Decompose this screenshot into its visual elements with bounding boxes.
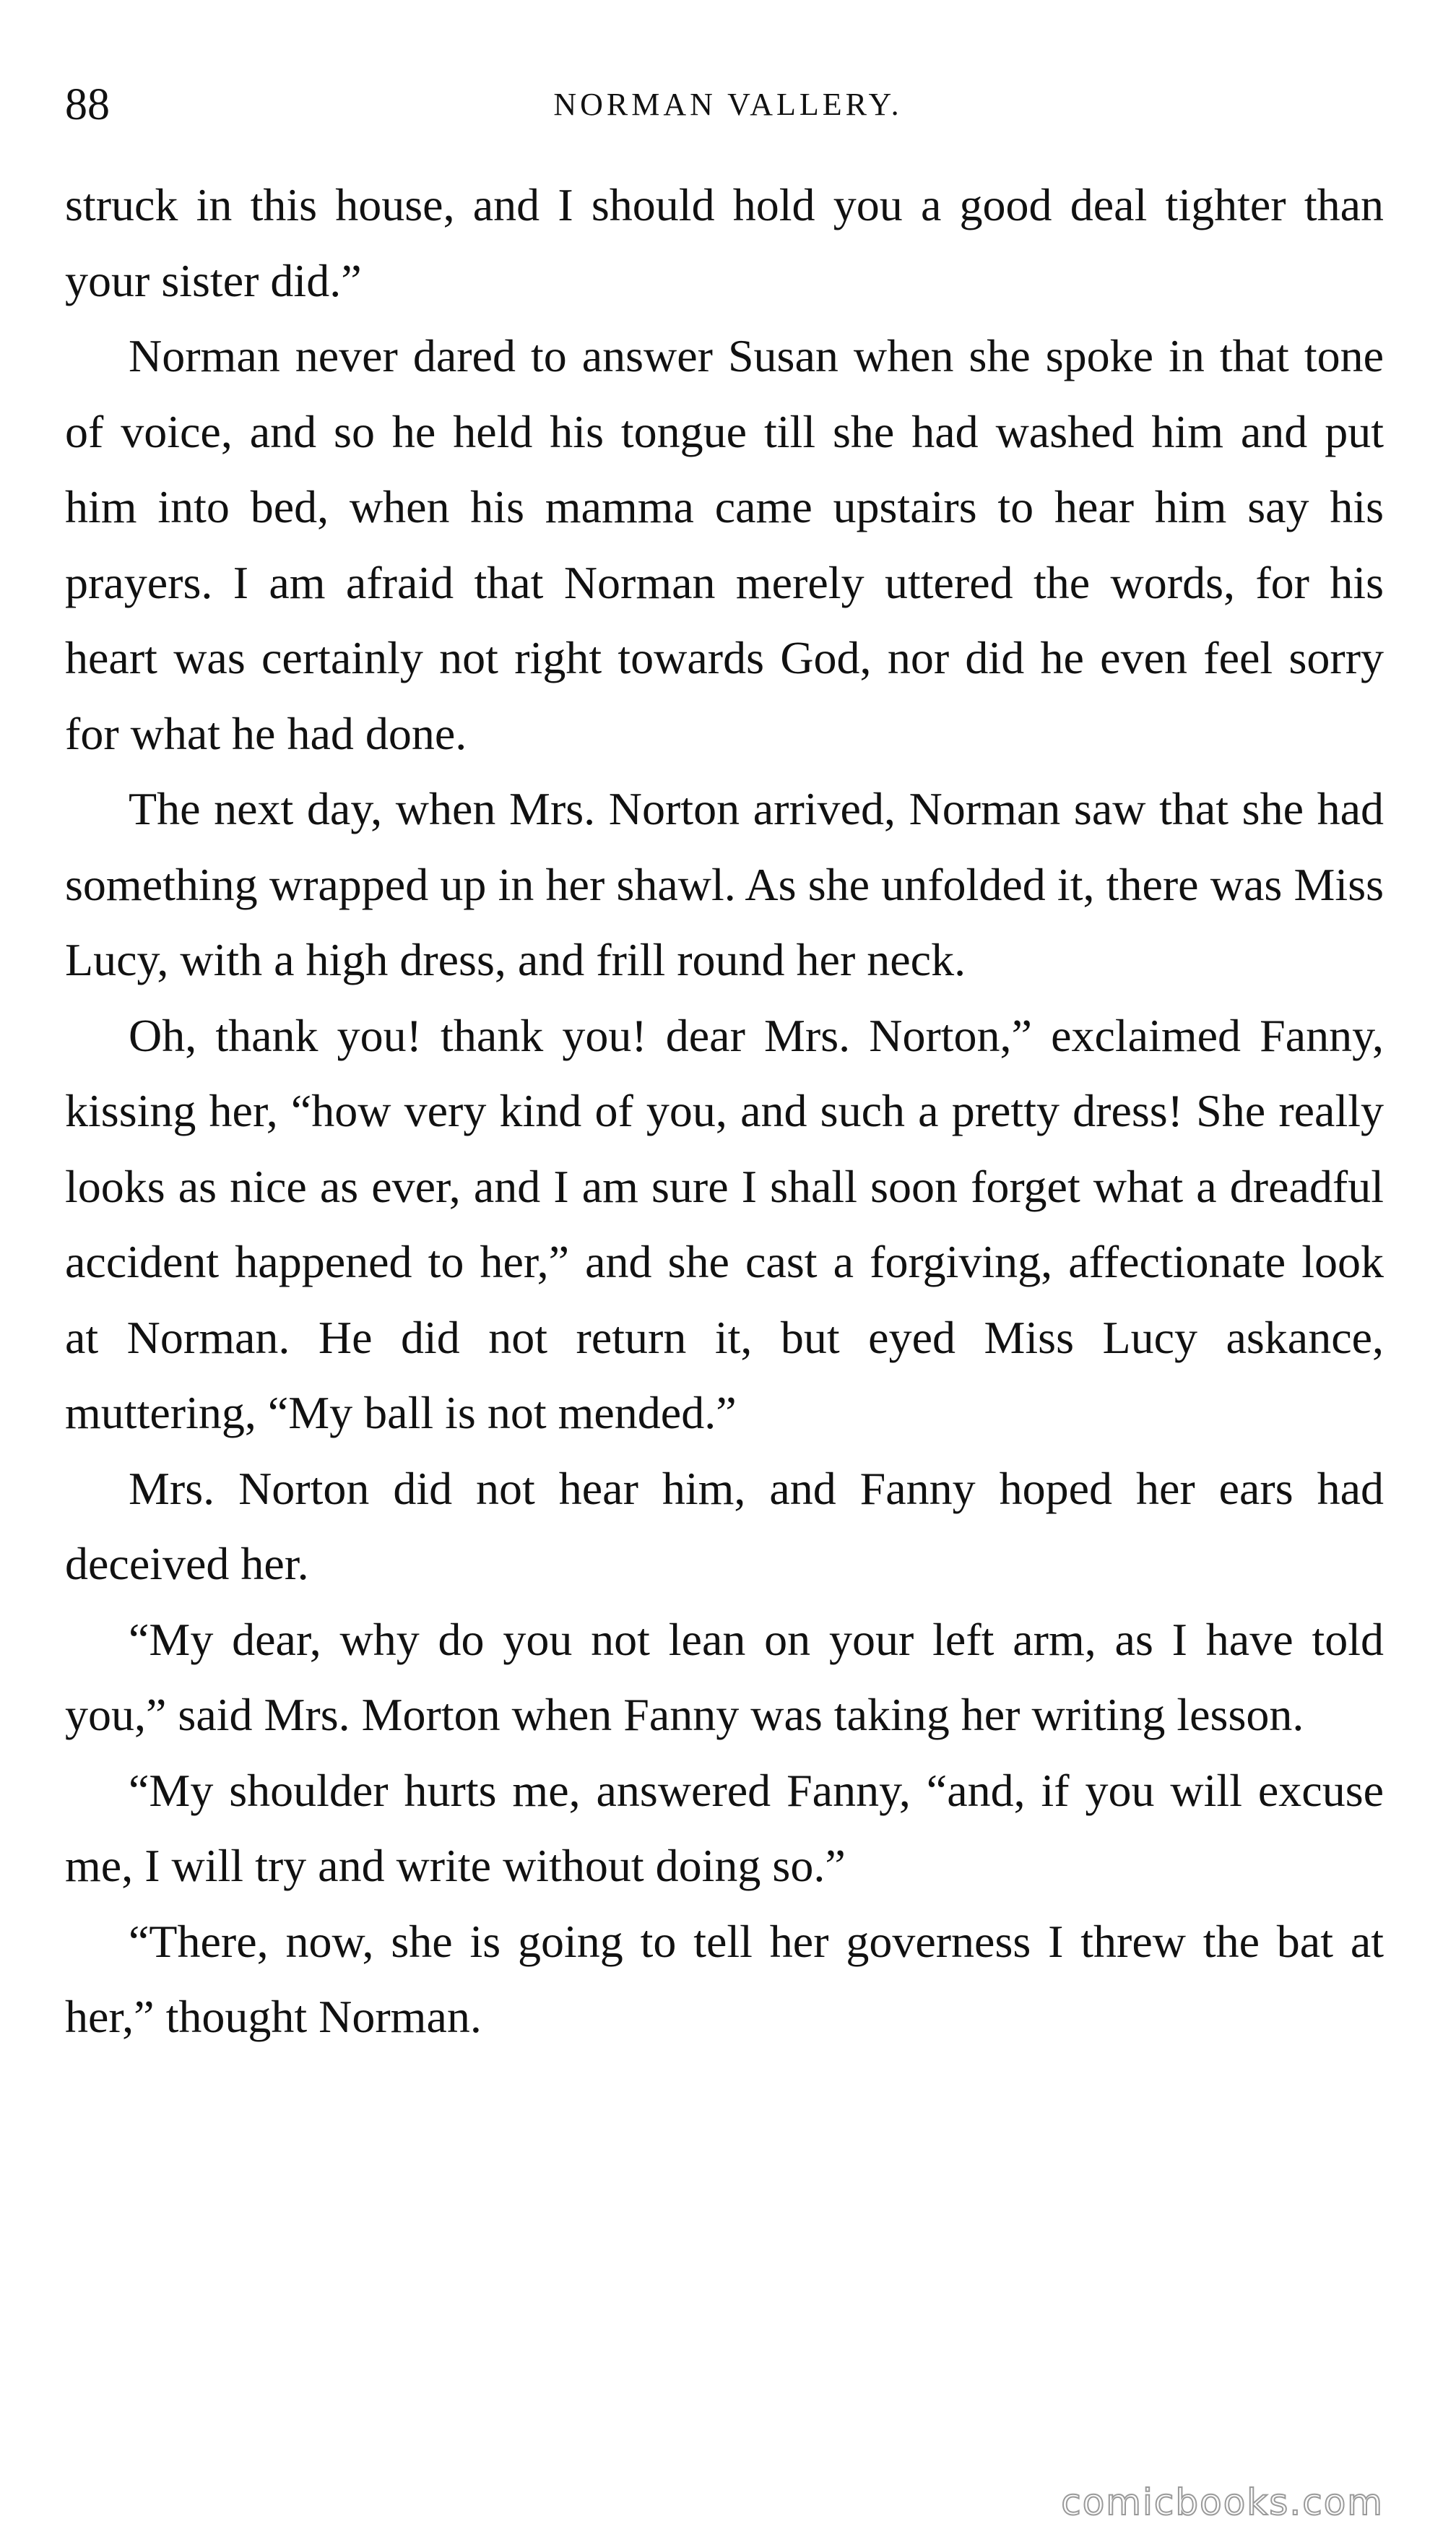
paragraph: Mrs. Norton did not hear him, and Fanny hoped her ears had deceived her. xyxy=(65,1462,1384,1589)
paragraph: “My shoulder hurts me, answered Fanny, “and, if you will excuse me, I will try and write without doing so.” xyxy=(65,1764,1384,1891)
watermark: comicbooks.com xyxy=(1061,2481,1384,2523)
paragraph: Oh, thank you! thank you! dear Mrs. Norton,” exclaimed Fanny, kissing her, “how very kind of you, and such a pretty dress! She really looks as nice as ever, and I am sure I shall soon forget what a dreadful accident happened to her,” and she cast a forgiving, affectionate look at Norman. He did not return it, but eyed Miss Lucy askance, muttering, “My ball is not mended.” xyxy=(65,1009,1384,1438)
page-number: 88 xyxy=(65,80,110,129)
page-header xyxy=(65,72,1391,137)
paragraph: The next day, when Mrs. Norton arrived, Norman saw that she had something wrapped up in her shawl. As she unfolded it, there was Miss Lucy, with a high dress, and frill round her neck. xyxy=(65,783,1384,985)
body-text xyxy=(65,168,1384,2055)
running-title: NORMAN VALLERY. xyxy=(553,87,903,122)
paragraph: “There, now, she is going to tell her governess I threw the bat at her,” thought Norman. xyxy=(65,1915,1384,2042)
paragraph: “My dear, why do you not lean on your left arm, as I have told you,” said Mrs. Morton when Fanny was taking her writing lesson. xyxy=(65,1613,1384,1740)
paragraph: struck in this house, and I should hold you a good deal tighter than your sister did.” xyxy=(65,179,1384,306)
paragraph: Norman never dared to answer Susan when she spoke in that tone of voice, and so he held his tongue till she had washed him and put him into bed, when his mamma came upstairs to hear him say his prayers. I am afraid that Norman merely uttered the words, for his heart was certainly not right towards God, nor did he even feel sorry for what he had done. xyxy=(65,330,1384,759)
